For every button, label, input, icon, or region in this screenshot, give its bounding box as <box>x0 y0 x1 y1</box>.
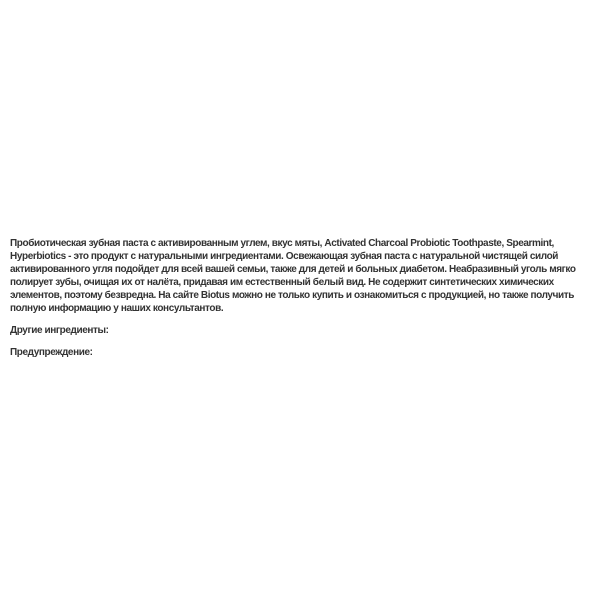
product-description-paragraph: Пробиотическая зубная паста с активированным углем, вкус мяты, Activated Charcoal Probiotic Toothpaste, Spearmint, Hyperbiotics - это продукт с натуральными ингредиентами. Освежающая зубная паста с натуральной чистящей силой активированного угля подойдет для всей вашей семьи, также для детей и больных диабетом. Неабразивный уголь мягко полирует зубы, очищая их от налёта, придавая им естественный белый вид. Не содержит синтетических химических элементов, поэтому безвредна. На сайте Biotus можно не только купить и ознакомиться с продукцией, но также получить полную информацию у наших консультантов. <box>10 238 576 314</box>
other-ingredients-heading: Другие ингредиенты: <box>10 325 109 336</box>
warning-heading: Предупреждение: <box>10 347 93 358</box>
